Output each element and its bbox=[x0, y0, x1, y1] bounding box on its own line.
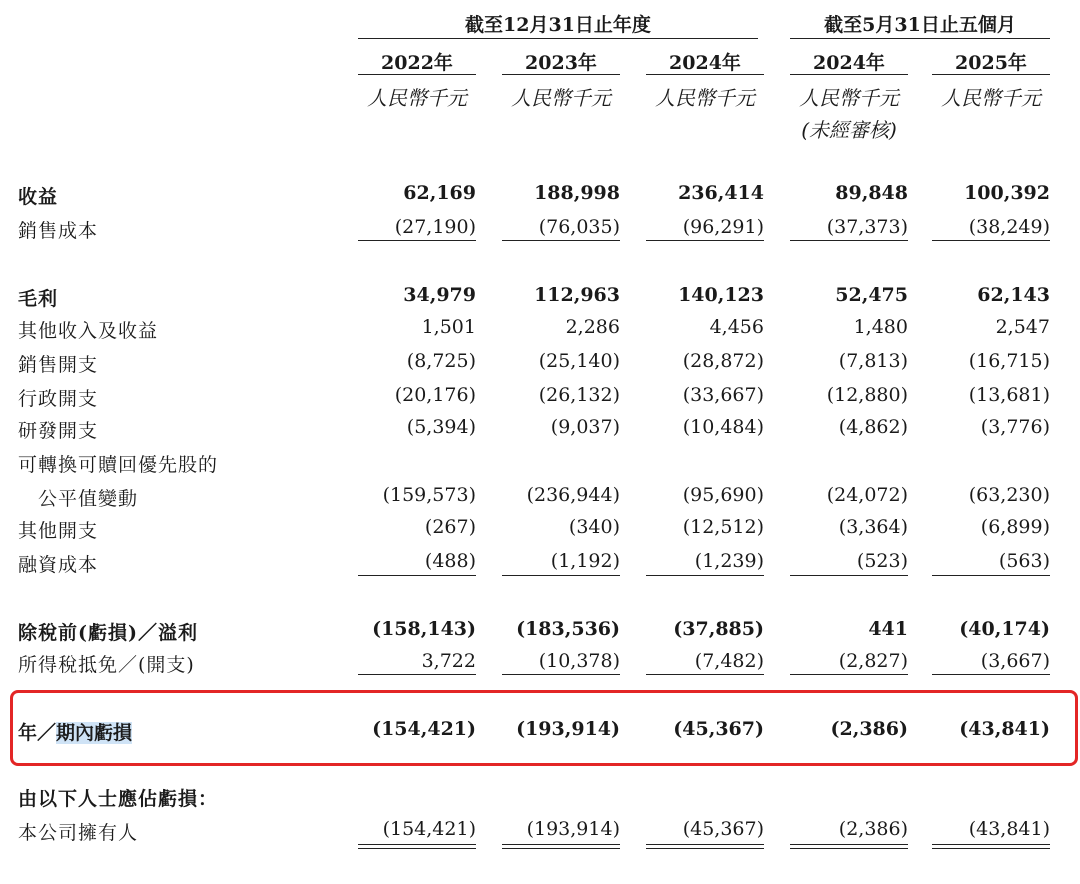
value-cell: 62,143 bbox=[977, 284, 1050, 306]
value-cell: (16,715) bbox=[968, 350, 1050, 372]
value-cell: (10,378) bbox=[538, 650, 620, 672]
value-cell: (45,367) bbox=[682, 818, 764, 840]
subtotal-rule bbox=[502, 575, 620, 576]
subtotal-rule bbox=[502, 240, 620, 241]
row-label-loss-for-period bbox=[18, 718, 132, 745]
value-cell: (37,373) bbox=[826, 216, 908, 238]
subtotal-rule bbox=[790, 575, 908, 576]
value-cell: (25,140) bbox=[538, 350, 620, 372]
total-double-rule bbox=[932, 844, 1050, 849]
value-cell: (37,885) bbox=[673, 618, 764, 640]
value-cell: 52,475 bbox=[835, 284, 908, 306]
value-cell: (2,827) bbox=[838, 650, 908, 672]
row-label-fair-value-change: 公平值變動 bbox=[18, 488, 139, 510]
group-underline bbox=[358, 38, 758, 39]
value-cell: 2,286 bbox=[565, 316, 620, 338]
value-cell: (45,367) bbox=[673, 718, 764, 740]
subtotal-rule bbox=[646, 240, 764, 241]
year-header-2025: 2025年 bbox=[955, 52, 1027, 74]
row-label-cost-of-sales: 銷售成本 bbox=[18, 220, 99, 242]
subtotal-rule bbox=[358, 240, 476, 241]
value-cell: 1,501 bbox=[421, 316, 476, 338]
value-cell: (12,880) bbox=[826, 384, 908, 406]
value-cell: (26,132) bbox=[538, 384, 620, 406]
value-cell: 34,979 bbox=[403, 284, 476, 306]
row-label-other-income: 其他收入及收益 bbox=[18, 320, 159, 342]
subtotal-rule bbox=[358, 674, 476, 675]
year-underline bbox=[502, 74, 620, 75]
total-double-rule bbox=[358, 844, 476, 849]
value-cell: (43,841) bbox=[968, 818, 1050, 840]
value-cell: (267) bbox=[424, 516, 476, 538]
value-cell: (154,421) bbox=[372, 718, 476, 740]
row-label-income-tax: 所得稅抵免／(開支) bbox=[18, 654, 195, 676]
value-cell: (96,291) bbox=[682, 216, 764, 238]
currency-label: 人民幣千元 bbox=[655, 86, 755, 110]
group-header-fiscal-year: 截至12月31日止年度 bbox=[465, 14, 651, 36]
currency-label: 人民幣千元 bbox=[511, 86, 611, 110]
year-header-2022: 2022年 bbox=[381, 52, 453, 74]
value-cell: (95,690) bbox=[682, 484, 764, 506]
value-cell: 3,722 bbox=[421, 650, 476, 672]
value-cell: (8,725) bbox=[406, 350, 476, 372]
value-cell: (158,143) bbox=[372, 618, 476, 640]
value-cell: (33,667) bbox=[682, 384, 764, 406]
subtotal-rule bbox=[932, 674, 1050, 675]
value-cell: (2,386) bbox=[838, 818, 908, 840]
value-cell: 4,456 bbox=[709, 316, 764, 338]
value-cell: (193,914) bbox=[526, 818, 620, 840]
year-underline bbox=[790, 74, 908, 75]
row-label-revenue: 收益 bbox=[18, 186, 59, 208]
subtotal-rule bbox=[358, 575, 476, 576]
value-cell: 441 bbox=[868, 618, 908, 640]
row-label-loss-attributable: 由以下人士應佔虧損： bbox=[18, 788, 219, 810]
subtotal-rule bbox=[646, 674, 764, 675]
row-label-owners-of-company: 本公司擁有人 bbox=[18, 822, 139, 844]
currency-label: 人民幣千元 bbox=[941, 86, 1041, 110]
currency-label: 人民幣千元 bbox=[367, 86, 467, 110]
subtotal-rule bbox=[932, 575, 1050, 576]
value-cell: (1,239) bbox=[694, 550, 764, 572]
value-cell: (523) bbox=[856, 550, 908, 572]
row-label-rd-expenses: 研發開支 bbox=[18, 420, 99, 442]
value-cell: (20,176) bbox=[394, 384, 476, 406]
total-double-rule bbox=[502, 844, 620, 849]
value-cell: (43,841) bbox=[959, 718, 1050, 740]
value-cell: 89,848 bbox=[835, 182, 908, 204]
value-cell: (193,914) bbox=[516, 718, 620, 740]
value-cell: (6,899) bbox=[980, 516, 1050, 538]
value-cell: (7,813) bbox=[838, 350, 908, 372]
value-cell: (27,190) bbox=[394, 216, 476, 238]
value-cell: 140,123 bbox=[678, 284, 764, 306]
year-underline bbox=[646, 74, 764, 75]
year-underline bbox=[358, 74, 476, 75]
value-cell: (563) bbox=[998, 550, 1050, 572]
subtotal-rule bbox=[790, 240, 908, 241]
value-cell: (3,667) bbox=[980, 650, 1050, 672]
total-double-rule bbox=[790, 844, 908, 849]
value-cell: (1,192) bbox=[550, 550, 620, 572]
value-cell: 2,547 bbox=[995, 316, 1050, 338]
group-underline bbox=[790, 38, 1050, 39]
subtotal-rule bbox=[646, 575, 764, 576]
value-cell: 1,480 bbox=[853, 316, 908, 338]
row-label-preferred-shares: 可轉換可贖回優先股的 bbox=[18, 454, 219, 476]
unaudited-note: (未經審核) bbox=[801, 118, 897, 142]
row-label-admin-expenses: 行政開支 bbox=[18, 388, 99, 410]
value-cell: 188,998 bbox=[534, 182, 620, 204]
row-label-selling-expenses: 銷售開支 bbox=[18, 354, 99, 376]
currency-label: 人民幣千元 bbox=[799, 86, 899, 110]
row-label-loss-before-tax: 除稅前(虧損)／溢利 bbox=[18, 622, 198, 644]
subtotal-rule bbox=[932, 240, 1050, 241]
value-cell: (340) bbox=[568, 516, 620, 538]
year-header-2023: 2023年 bbox=[525, 52, 597, 74]
value-cell: (28,872) bbox=[682, 350, 764, 372]
value-cell: 100,392 bbox=[964, 182, 1050, 204]
value-cell: (40,174) bbox=[959, 618, 1050, 640]
year-header-2024: 2024年 bbox=[669, 52, 741, 74]
row-label-other-expenses: 其他開支 bbox=[18, 520, 99, 542]
value-cell: 112,963 bbox=[534, 284, 620, 306]
subtotal-rule bbox=[790, 674, 908, 675]
value-cell: (10,484) bbox=[682, 416, 764, 438]
value-cell: (24,072) bbox=[826, 484, 908, 506]
value-cell: (5,394) bbox=[406, 416, 476, 438]
value-cell: (488) bbox=[424, 550, 476, 572]
value-cell: (183,536) bbox=[516, 618, 620, 640]
year-header-2024-five-months: 2024年 bbox=[813, 52, 885, 74]
value-cell: (9,037) bbox=[550, 416, 620, 438]
value-cell: (3,364) bbox=[838, 516, 908, 538]
value-cell: 236,414 bbox=[678, 182, 764, 204]
value-cell: (7,482) bbox=[694, 650, 764, 672]
highlighted-text: 期內虧損 bbox=[56, 722, 133, 744]
year-underline bbox=[932, 74, 1050, 75]
value-cell: (63,230) bbox=[968, 484, 1050, 506]
label-prefix: 年／ bbox=[18, 722, 57, 744]
group-header-five-months: 截至5月31日止五個月 bbox=[824, 14, 1016, 36]
total-double-rule bbox=[646, 844, 764, 849]
value-cell: (4,862) bbox=[838, 416, 908, 438]
value-cell: (2,386) bbox=[830, 718, 908, 740]
value-cell: (12,512) bbox=[682, 516, 764, 538]
row-label-gross-profit: 毛利 bbox=[18, 288, 59, 310]
value-cell: (13,681) bbox=[968, 384, 1050, 406]
value-cell: (154,421) bbox=[382, 818, 476, 840]
value-cell: (76,035) bbox=[538, 216, 620, 238]
subtotal-rule bbox=[502, 674, 620, 675]
value-cell: (3,776) bbox=[980, 416, 1050, 438]
row-label-finance-costs: 融資成本 bbox=[18, 554, 99, 576]
value-cell: 62,169 bbox=[403, 182, 476, 204]
value-cell: (38,249) bbox=[968, 216, 1050, 238]
value-cell: (159,573) bbox=[382, 484, 476, 506]
value-cell: (236,944) bbox=[526, 484, 620, 506]
